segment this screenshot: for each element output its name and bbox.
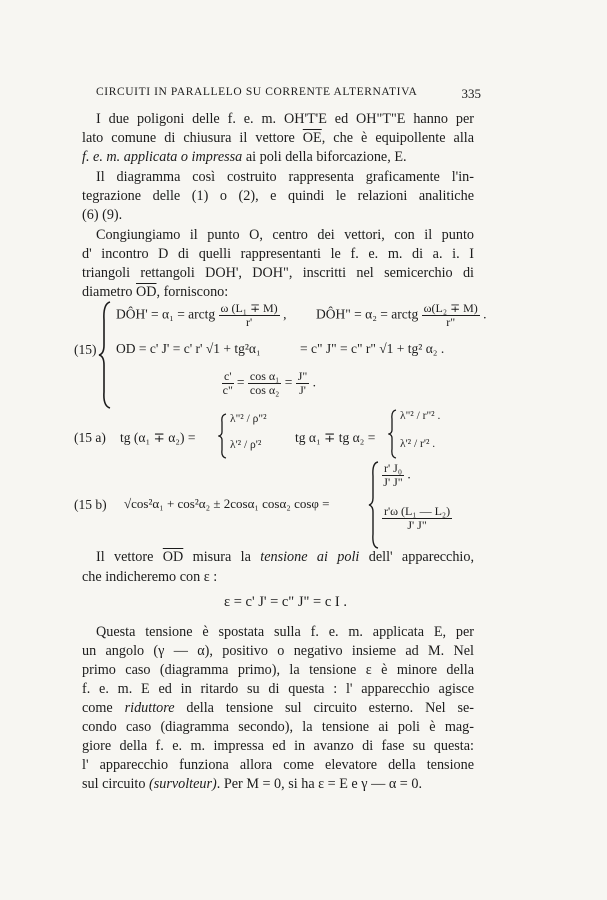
para2-line1: Il diagramma così costruito rappresenta graficamente l'in-	[96, 169, 474, 185]
running-header	[96, 86, 481, 101]
vector-od-2: $\overline{OD}$	[162, 549, 184, 565]
para5-line5: come riduttore della tensione sul circuito esterno. Nel se-	[82, 700, 474, 716]
para5-line4: f. e. m. E ed in ritardo su di questa : l' apparecchio agisce	[82, 681, 474, 697]
eq15a-brace-right	[388, 408, 398, 460]
eq15-row2b: = c" J" = c" r" √1 + tg² α₂ .	[300, 341, 445, 356]
vector-od: $\overline{OD}$	[135, 284, 157, 300]
eq15a-case3: λ"² / r"² .	[400, 410, 441, 422]
eq15b-brace	[368, 460, 380, 550]
eq15a-label: (15 a)	[74, 430, 106, 445]
eq15-label: (15)	[74, 342, 97, 357]
eq15a-case2: λ'² / ρ'²	[230, 439, 262, 451]
para2-line2: tegrazione delle (1) o (2), e quindi le relazioni analitiche	[82, 188, 474, 204]
para4-line2: che indicheremo con ε :	[82, 569, 218, 585]
emph-tensione: tensione ai poli	[260, 549, 360, 565]
para5-line2: un angolo (γ — α), positivo o negativo insieme ad M. Nel	[82, 643, 474, 659]
eq15a-lhs: tg (α₁ ∓ α₂) =	[120, 430, 196, 445]
eq15a-brace-left	[218, 412, 228, 460]
para5-line3: primo caso (diagramma primo), la tensione ε è minore della	[82, 662, 474, 678]
eq15a-case4: λ'² / r'² .	[400, 438, 436, 450]
para3-line4: diametro $\overline{OD}$, forniscono:	[82, 284, 229, 300]
para1-line2: lato comune di chiusura il vettore $\overline{OE}$, che è equipollente alla	[82, 130, 475, 146]
emph-survolteur: (survolteur)	[148, 776, 217, 792]
para4-line1: Il vettore $\overline{OD}$ misura la tensione ai poli dell' apparecchio,	[96, 549, 475, 565]
page-number: 335	[461, 86, 481, 101]
eq16: ε = c' J' = c" J" = c I .	[224, 594, 347, 610]
para2-line3: (6) (9).	[82, 207, 123, 223]
eq15b-lhs: √cos²α₁ + cos²α₂ ± 2cosα₁ cosα₂ cosφ =	[124, 496, 330, 511]
eq15-brace	[98, 300, 112, 410]
para5-line8: l' apparecchio funziona allora come elevatore della tensione	[82, 757, 474, 773]
eq15-row2a: OD = c' J' = c' r' √1 + tg²α₁	[116, 341, 261, 356]
para5-line7: giore della f. e. m. impressa ed in avanzo di fase su questa:	[82, 738, 474, 754]
para3-line1: Congiungiamo il punto O, centro dei vettori, con il punto	[96, 227, 474, 243]
eq15-row1b: DÔH" = α₂ = arctg $\frac{\text{ω(L₂ ∓ M)}}{r"}$ .	[316, 301, 487, 329]
eq15-row3: $\frac{c'}{c"}$ = $\frac{\text{cos α₁}}{\text{cos α₂}}$ = $\frac{J"}{J'}$ .	[222, 369, 317, 397]
eq15-row1a: DÔH' = α₁ = arctg $\frac{\text{ω (L₁ ∓ M)}}{r'}$ ,	[116, 301, 287, 329]
vector-oe: $\overline{OE}$	[302, 130, 322, 146]
emph-impressa: f. e. m. applicata o impressa	[82, 149, 243, 165]
eq15b-case1: $\frac{\text{r' J₀}}{J' J"}$ .	[383, 461, 411, 489]
header-title: CIRCUITI IN PARALLELO SU CORRENTE ALTERNATIVA	[96, 86, 418, 98]
para5-line6: condo caso (diagramma secondo), la tensione ai poli è mag-	[82, 719, 474, 735]
eq15a-case1: λ"² / ρ"²	[230, 413, 267, 425]
eq15b-label: (15 b)	[74, 497, 107, 512]
eq15b-case2: $\frac{\text{r'ω (L₁ — L₂)}}{J' J"}$	[384, 504, 451, 532]
eq15a-mid: tg α₁ ∓ tg α₂ =	[295, 430, 376, 445]
para3-line3: triangoli rettangoli DOH', DOH", inscritti nel semicerchio di	[82, 265, 474, 281]
para1-line3: f. e. m. applicata o impressa ai poli della biforcazione, E.	[82, 149, 407, 165]
para5-line1: Questa tensione è spostata sulla f. e. m. applicata E, per	[96, 624, 474, 640]
emph-riduttore: riduttore	[124, 700, 175, 716]
para1-line1: I due poligoni delle f. e. m. OH'T'E ed OH"T"E hanno per	[96, 111, 474, 127]
para5-line9: sul circuito (survolteur). Per M = 0, si ha ε = E e γ — α = 0.	[82, 776, 422, 792]
para3-line2: d' incontro D di quelli rappresentanti le f. e. m. di a. i. I	[82, 246, 474, 262]
